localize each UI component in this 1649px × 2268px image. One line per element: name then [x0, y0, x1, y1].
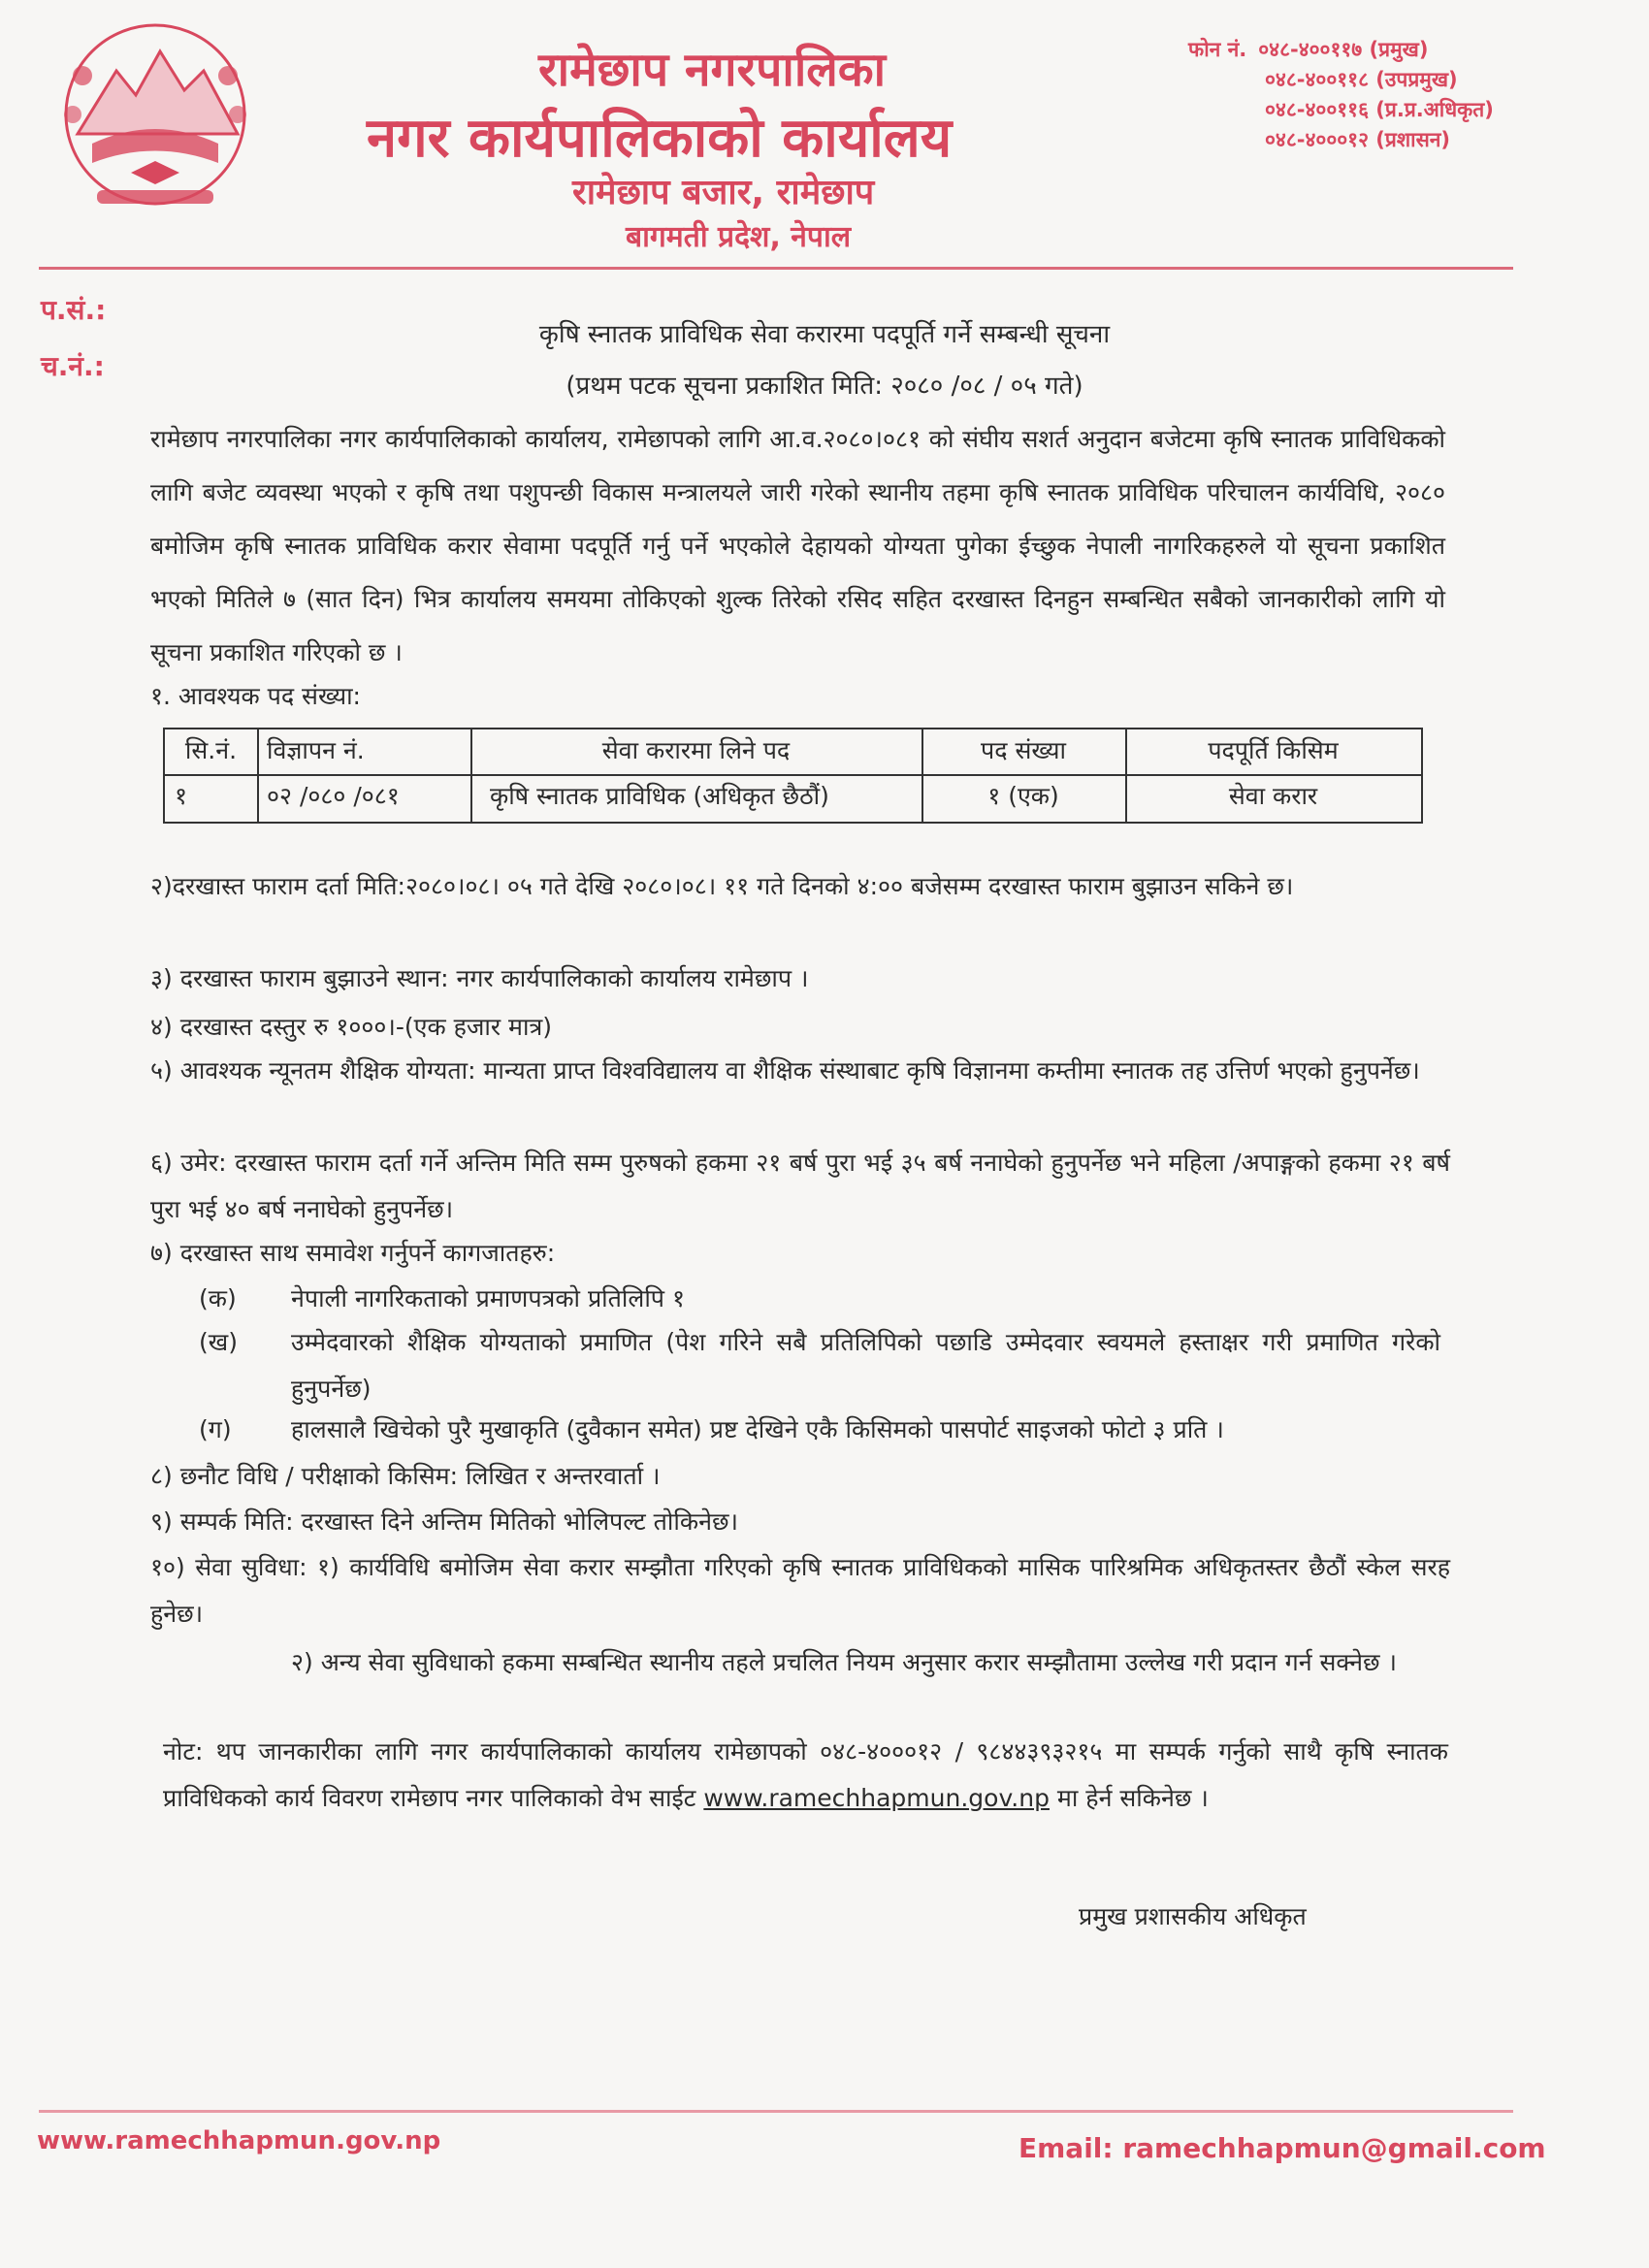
- notice-publish-date: (प्रथम पटक सूचना प्रकाशित मिति: २०८० /०८ / ०५ गते): [566, 372, 1083, 401]
- phone-deputy: ०४८-४००११८ (उपप्रमुख): [1265, 68, 1458, 91]
- item-contact-date: ९) सम्पर्क मिति: दरखास्त दिने अन्तिम मितिको भोलिपल्ट तोकिनेछ।: [150, 1507, 738, 1536]
- signatory-title: प्रमुख प्रशासकीय अधिकृत: [1079, 1902, 1307, 1930]
- item-age-requirement: ६) उमेर: दरखास्त फाराम दर्ता गर्ने अन्तिम मिति सम्म पुरुषको हकमा २१ बर्ष पुरा भई ३५ बर्ष ननाघेको हुनुपर्नेछ भने महिला /अपाङ्गको हकमा २१ बर्ष पुरा भई ४० बर्ष ननाघेको हुनुपर्नेछ।: [150, 1149, 1450, 1223]
- table-cell: १ (एक): [987, 782, 1059, 810]
- footer-divider: [39, 2110, 1513, 2113]
- table-header: सेवा करारमा लिने पद: [601, 736, 791, 764]
- table-header: पदपूर्ति किसिम: [1208, 736, 1339, 764]
- item-application-date: २)दरखास्त फाराम दर्ता मिति:२०८०।०८। ०५ गते देखि २०८०।०८। ११ गते दिनको ४:०० बजेसम्म दरखास्त फाराम बुझाउन सकिने छ।: [150, 872, 1294, 900]
- item-service-benefit-2: २) अन्य सेवा सुविधाको हकमा सम्बन्धित स्थानीय तहले प्रचलित नियम अनुसार करार सम्झौतामा उल्लेख गरी प्रदान गर्न सक्नेछ ।: [291, 1648, 1397, 1676]
- document-item-text: उम्मेदवारको शैक्षिक योग्यताको प्रमाणित (पेश गरिने सबै प्रतिलिपिको पछाडि उम्मेदवार स्वयमले हस्ताक्षर गरी प्रमाणित गरेको हुनुपर्नेछ): [291, 1328, 1440, 1403]
- chalani-number-label: च.नं.:: [41, 350, 105, 382]
- table-cell: सेवा करार: [1228, 782, 1318, 810]
- table-header: सि.नं.: [184, 736, 238, 764]
- document-item: [199, 1319, 1450, 1412]
- table-cell: कृषि स्नातक प्राविधिक (अधिकृत छैठौं): [490, 782, 829, 810]
- phone-cao: ०४८-४००११६ (प्र.प्र.अधिकृत): [1265, 98, 1494, 121]
- document-item: [199, 1276, 1450, 1322]
- item-required-documents: ७) दरखास्त साथ समावेश गर्नुपर्ने कागजातहरु:: [150, 1239, 556, 1267]
- note-text-end: मा हेर्न सकिनेछ ।: [1056, 1784, 1209, 1812]
- org-name-line2: नगर कार्यपालिकाको कार्यालय: [367, 107, 953, 170]
- document-item-text: हालसालै खिचेको पुरै मुखाकृति (दुवैकान समेत) प्रष्ट देखिने एकै किसिमको पासपोर्ट साइजको फोटो ३ प्रति ।: [291, 1415, 1224, 1443]
- item-application-fee: ४) दरखास्त दस्तुर रु १०००।-(एक हजार मात्र): [150, 1013, 553, 1041]
- footer-website[interactable]: www.ramechhapmun.gov.np: [37, 2126, 441, 2155]
- table-cell: ०२ /०८० /०८१: [267, 782, 400, 810]
- item-submission-place: ३) दरखास्त फाराम बुझाउने स्थान: नगर कार्यपालिकाको कार्यालय रामेछाप ।: [150, 964, 809, 992]
- footer-email[interactable]: Email: ramechhapmun@gmail.com: [1018, 2132, 1546, 2164]
- phone-chief: ०४८-४००११७ (प्रमुख): [1258, 38, 1429, 61]
- header-divider: [39, 267, 1513, 270]
- org-province-line: बागमती प्रदेश, नेपाल: [626, 220, 852, 254]
- section-required-posts-title: १. आवश्यक पद संख्या:: [150, 682, 361, 710]
- note-paragraph: [163, 1729, 1448, 1822]
- note-text: नोट: थप जानकारीका लागि नगर कार्यपालिकाको कार्यालय रामेछापको ०४८-४०००१२ / ९८४४३९३२१५ मा सम्पर्क गर्नुको साथै कृषि स्नातक प्राविधिकको कार्य विवरण रामेछाप नगर पालिकाको वेभ साईट: [163, 1737, 1448, 1812]
- org-name-line1: रामेछाप नगरपालिका: [538, 43, 887, 97]
- notice-subject: कृषि स्नातक प्राविधिक सेवा करारमा पदपूर्ति गर्ने सम्बन्धी सूचना: [538, 320, 1111, 349]
- patra-sankhya-label: प.सं.:: [41, 294, 107, 326]
- nepal-emblem-logo: [39, 17, 272, 211]
- posts-table: [163, 728, 1423, 824]
- document-item-key: (ख): [199, 1328, 238, 1356]
- notice-intro-paragraph: रामेछाप नगरपालिका नगर कार्यपालिकाको कार्यालय, रामेछापको लागि आ.व.२०८०।०८१ को संघीय सशर्त अनुदान बजेटमा कृषि स्नातक प्राविधिकको लागि बजेट व्यवस्था भएको र कृषि तथा पशुपन्छी विकास मन्त्रालयले जारी गरेको स्थानीय तहमा कृषि स्नातक प्राविधिक परिचालन कार्यविधि, २०८० बमोजिम कृषि स्नातक प्राविधिक करार सेवामा पदपूर्ति गर्नु पर्ने भएकोले देहायको योग्यता पुगेका ईच्छुक नेपाली नागरिकहरुले यो सूचना प्रकाशित भएको मितिले ७ (सात दिन) भित्र कार्यालय समयमा तोकिएको शुल्क तिरेको रसिद सहित दरखास्त दिनहुन सम्बन्धित सबैको जानकारीको लागि यो सूचना प्रकाशित गरिएको छ ।: [150, 425, 1445, 666]
- phone-block: [1188, 35, 1494, 155]
- item-selection-method: ८) छनौट विधि / परीक्षाको किसिम: लिखित र अन्तरवार्ता ।: [150, 1462, 661, 1490]
- item-service-benefit-1: १०) सेवा सुविधा: १) कार्यविधि बमोजिम सेवा करार सम्झौता गरिएको कृषि स्नातक प्राविधिकको मासिक पारिश्रमिक अधिकृतस्तर छैठौं स्केल सरह हुनेछ।: [150, 1553, 1450, 1628]
- item-min-qualification: ५) आवश्यक न्यूनतम शैक्षिक योग्यता: मान्यता प्राप्त विश्वविद्यालय वा शैक्षिक संस्थाबाट कृषि विज्ञानमा कम्तीमा स्नातक तह उत्तिर्ण भएको हुनुपर्नेछ।: [150, 1056, 1420, 1085]
- table-header: विज्ञापन नं.: [267, 736, 365, 764]
- document-item: [199, 1407, 1450, 1453]
- document-item-text: नेपाली नागरिकताको प्रमाणपत्रको प्रतिलिपि १: [291, 1284, 685, 1312]
- phone-label: फोन नं.: [1188, 38, 1247, 61]
- table-header: पद संख्या: [981, 736, 1066, 764]
- phone-admin: ०४८-४०००१२ (प्रशासन): [1265, 128, 1451, 151]
- document-item-key: (ग): [199, 1415, 232, 1443]
- table-cell: १: [175, 782, 188, 810]
- org-address-line: रामेछाप बजार, रामेछाप: [572, 173, 875, 212]
- website-link[interactable]: www.ramechhapmun.gov.np: [703, 1784, 1050, 1812]
- document-item-key: (क): [199, 1284, 237, 1312]
